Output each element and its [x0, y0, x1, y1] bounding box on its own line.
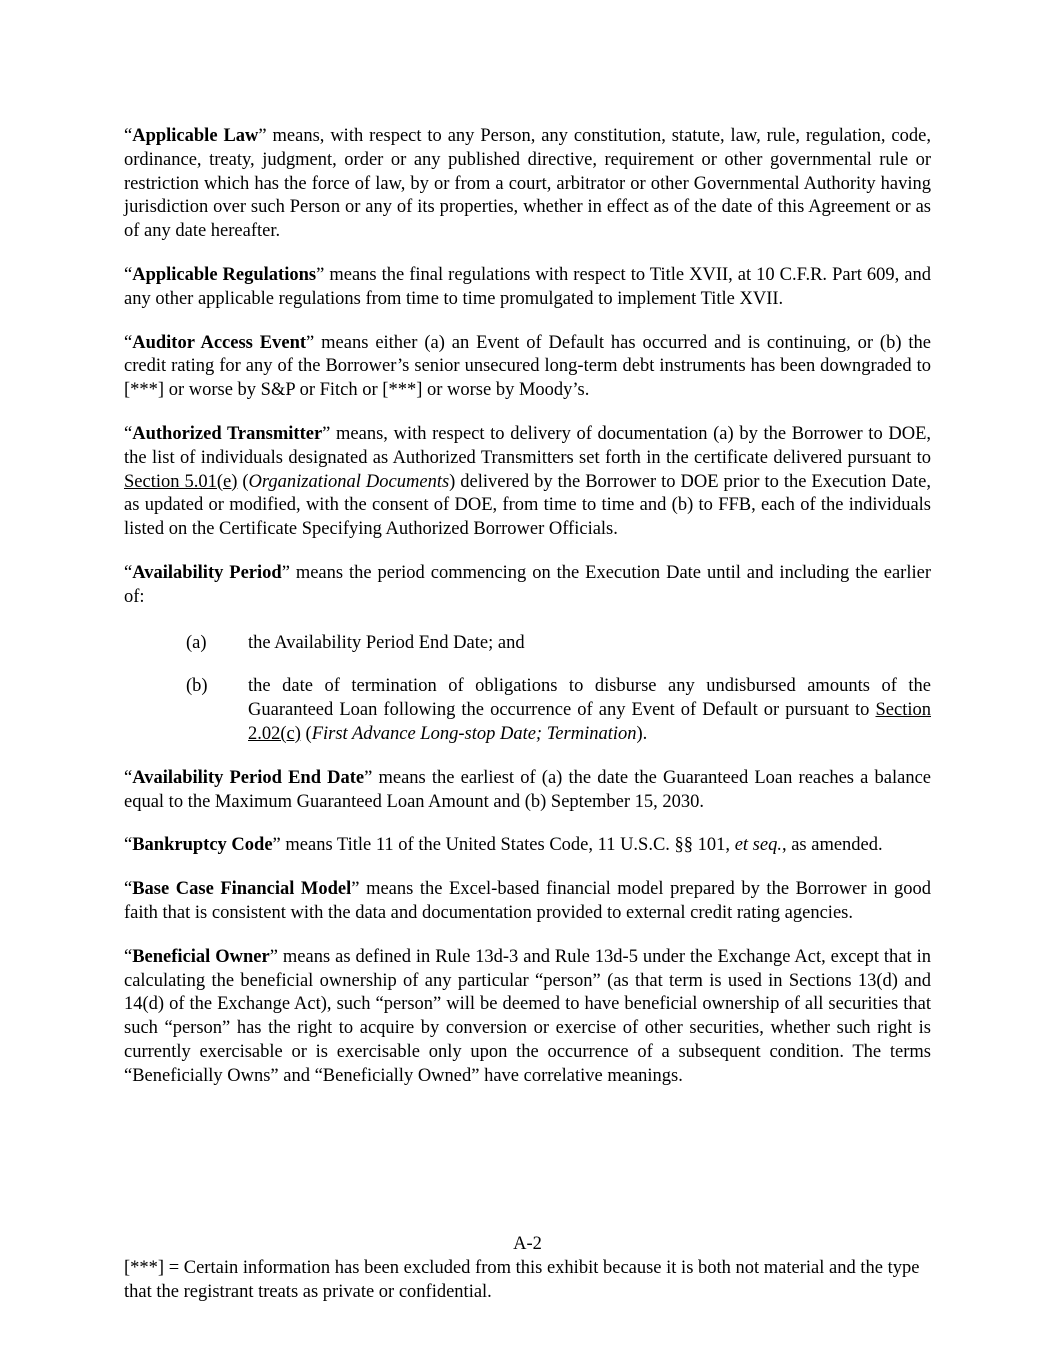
clause-number: (a) — [186, 632, 207, 653]
definition-availability-period: “Availability Period” means the period commencing on the Execution Date until and including the earlier of: — [124, 562, 931, 607]
defined-term: Base Case Financial Model — [132, 879, 352, 900]
defined-term: Availability Period End Date — [132, 767, 365, 788]
latin-phrase-italic: et seq. — [734, 835, 782, 856]
definition-text: ” means, with respect to delivery of documentation (a) by the Borrower to DOE, the list of individuals designated as Authorized Transmitters set forth in the certificate delivered pursuant to — [124, 423, 931, 468]
definition-text: ” means the period commencing on the Execution Date until and including the earlier of: — [124, 562, 931, 607]
defined-term: Authorized Transmitter — [132, 423, 323, 444]
clause-text: the date of termination of obligations to disburse any undisbursed amounts of the Guaranteed Loan following the occurrence of any Event of Default or pursuant to Section 2.02(c) (First Advance Long-stop Date; Termination). — [248, 676, 931, 744]
defined-term: Applicable Regulations — [132, 264, 317, 285]
definition-beneficial-owner: “Beneficial Owner” means as defined in Rule 13d-3 and Rule 13d-5 under the Exchange Act, except that in calculating the beneficial ownership of any particular “person” (as that term is used in Sections 13(d) and 14(d) of the Exchange Act), such “person” will be deemed to have beneficial ownership of all securities that such “person” has the right to acquire by conversion or exercise of other securities, whether such right is currently exercisable or is exercisable only upon the occurrence of a subsequent condition. The terms “Beneficially Owns” and “Beneficially Owned” have correlative meanings. — [124, 946, 931, 1086]
definition-bankruptcy-code: “Bankruptcy Code” means Title 11 of the United States Code, 11 U.S.C. §§ 101, et seq., as amended. — [124, 835, 883, 856]
definition-text: ) delivered by the Borrower to DOE prior to the Execution Date, as updated or modified, with the consent of DOE, from time to time and (b) to FFB, each of the individuals listed on the Certificate Specifying Authorized Borrower Officials. — [124, 471, 931, 540]
section-reference-link[interactable]: Section 5.01(e) — [124, 471, 238, 492]
definition-availability-period-end-date: “Availability Period End Date” means the earliest of (a) the date the Guaranteed Loan reaches a balance equal to the Maximum Guaranteed Loan Amount and (b) September 15, 2030. — [124, 767, 931, 812]
definition-authorized-transmitter: “Authorized Transmitter” means, with respect to delivery of documentation (a) by the Borrower to DOE, the list of individuals designated as Authorized Transmitters set forth in the certificate delivered pursuant to Section 5.01(e) (Organizational Documents) delivered by the Borrower to DOE prior to the Execution Date, as updated or modified, with the consent of DOE, from time to time and (b) to FFB, each of the individuals listed on the Certificate Specifying Authorized Borrower Officials. — [124, 423, 931, 540]
redaction-footnote: [***] = Certain information has been excluded from this exhibit because it is both not material and the type that the registrant treats as private or confidential. — [124, 1258, 920, 1302]
definition-base-case-financial-model: “Base Case Financial Model” means the Excel-based financial model prepared by the Borrower in good faith that is consistent with the data and documentation provided to external credit rating agencies. — [124, 879, 931, 923]
defined-term: Bankruptcy Code — [132, 835, 273, 856]
definition-applicable-law: “Applicable Law” means, with respect to any Person, any constitution, statute, law, rule, regulation, code, ordinance, treaty, judgment, order or any published directive, requirement or other governmental rule or restriction which has the force of law, by or from a court, arbitrator or other Governmental Authority having jurisdiction over such Person or any of its properties, whether in effect as of the date of this Agreement or as of any date hereafter. — [124, 126, 931, 242]
clause-b — [124, 675, 931, 746]
definition-applicable-regulations: “Applicable Regulations” means the final regulations with respect to Title XVII, at 10 C.F.R. Part 609, and any other applicable regulations from time to time promulgated to implement Title XVII. — [124, 264, 931, 309]
definition-text: , as amended. — [781, 835, 883, 856]
definition-text: ” means the final regulations with respect to Title XVII, at 10 C.F.R. Part 609, and any other applicable regulations from time to time promulgated to implement Title XVII. — [124, 264, 931, 309]
clause-text: the Availability Period End Date; and — [248, 632, 525, 653]
page-number: A-2 — [513, 1234, 542, 1254]
section-title-italic: Organizational Documents — [248, 471, 450, 492]
definition-text: ” means as defined in Rule 13d-3 and Rule 13d-5 under the Exchange Act, except that in calculating the beneficial ownership of any particular “person” (as that term is used in Sections 13(d) and 14(d) of the Exchange Act), such “person” will be deemed to have beneficial ownership of all securities that such “person” has the right to acquire by conversion or exercise of other securities, whether such right is currently exercisable or is exercisable only upon the occurrence of a subsequent condition. The terms “Beneficially Owns” and “Beneficially Owned” have correlative meanings. — [124, 946, 931, 1086]
defined-term: Availability Period — [132, 562, 282, 583]
definition-text: ” means either (a) an Event of Default has occurred and is continuing, or (b) the credit rating for any of the Borrower’s senior unsecured long-term debt instruments has been downgraded to [***] or worse by S&P or Fitch or [***] or worse by Moody’s. — [124, 332, 931, 401]
definition-text: ” means, with respect to any Person, any constitution, statute, law, rule, regulation, code, ordinance, treaty, judgment, order or any published directive, requirement or other governmental rule or restriction which has the force of law, by or from a court, arbitrator or other Governmental Authority having jurisdiction over such Person or any of its properties, whether in effect as of the date of this Agreement or as of any date hereafter. — [124, 126, 931, 242]
clause-number: (b) — [186, 676, 208, 697]
document-body — [124, 125, 931, 1109]
definition-text: ” means the earliest of (a) the date the Guaranteed Loan reaches a balance equal to the Maximum Guaranteed Loan Amount and (b) September 15, 2030. — [124, 767, 931, 812]
defined-term: Beneficial Owner — [132, 946, 270, 967]
clause-a — [124, 632, 931, 656]
definition-text: ” means the Excel-based financial model prepared by the Borrower in good faith that is consistent with the data and documentation provided to external credit rating agencies. — [124, 879, 931, 923]
defined-term: Auditor Access Event — [132, 332, 307, 353]
definition-text: ” means Title 11 of the United States Code, 11 U.S.C. §§ 101, — [272, 835, 735, 856]
section-title-italic: First Advance Long-stop Date; Termination — [311, 723, 637, 744]
section-reference-link[interactable]: Section 2.02(c) — [248, 700, 931, 744]
definition-auditor-access-event: “Auditor Access Event” means either (a) an Event of Default has occurred and is continuing, or (b) the credit rating for any of the Borrower’s senior unsecured long-term debt instruments has been downgraded to [***] or worse by S&P or Fitch or [***] or worse by Moody’s. — [124, 332, 931, 401]
defined-term: Applicable Law — [132, 126, 259, 146]
